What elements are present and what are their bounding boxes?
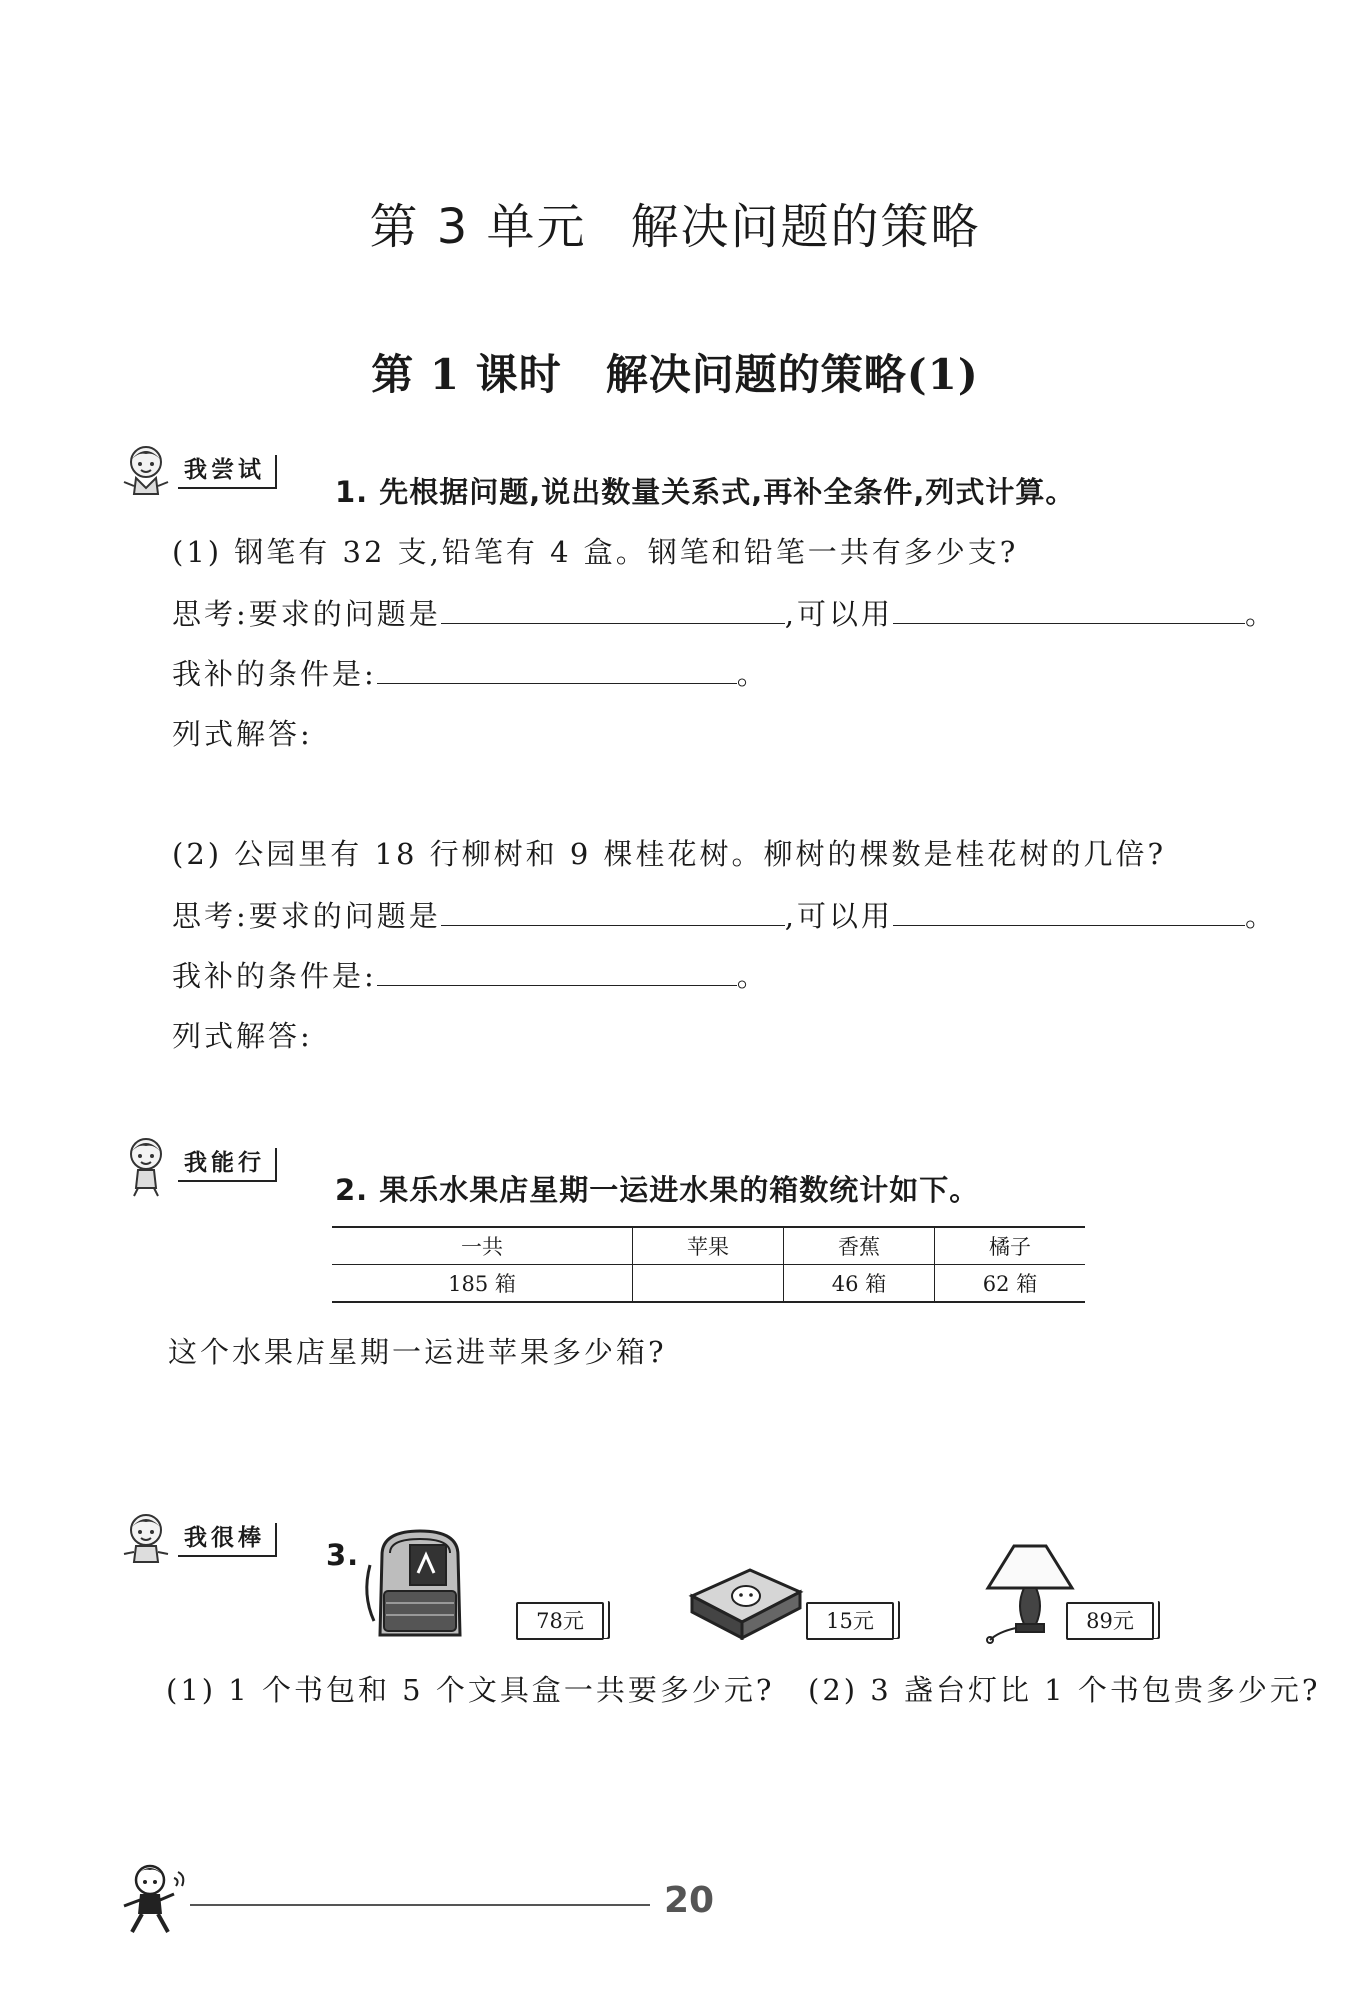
- pencil-case-price-tag: 15元: [806, 1602, 894, 1640]
- table-cell-blank[interactable]: [633, 1265, 784, 1303]
- question-1-1-answer-label: 列式解答:: [172, 717, 313, 751]
- think-prefix: 思考:要求的问题是: [172, 597, 441, 631]
- question-1-1-think: [172, 592, 1277, 633]
- question-1-2-blank-problem[interactable]: [441, 901, 785, 926]
- footer-rule: [190, 1904, 650, 1906]
- period: 。: [736, 657, 769, 691]
- cartoon-girl-icon: [118, 1510, 174, 1570]
- table-cell: 62 箱: [935, 1265, 1086, 1303]
- table-header-row: [332, 1227, 1085, 1265]
- unit-name: 解决问题的策略: [630, 199, 981, 255]
- unit-title: [0, 188, 1350, 257]
- desk-lamp-icon: [980, 1540, 1080, 1646]
- think-mid: ,可以用: [784, 899, 893, 933]
- question-1-1-blank-problem[interactable]: [441, 599, 785, 624]
- cartoon-girl-icon: [118, 442, 174, 502]
- badge-can-do-label: 我能行: [178, 1148, 277, 1182]
- period: 。: [1245, 899, 1278, 933]
- question-1-2-text: (2) 公园里有 18 行柳树和 9 棵桂花树。柳树的棵数是桂花树的几倍?: [172, 837, 1167, 871]
- question-1-1-supplement: [172, 652, 769, 693]
- table-header-cell: 一共: [332, 1227, 633, 1265]
- question-1-2-answer-label: 列式解答:: [172, 1019, 313, 1053]
- question-3-number: 3.: [326, 1538, 360, 1572]
- table-row: [332, 1265, 1085, 1303]
- backpack-price-tag: 78元: [516, 1602, 604, 1640]
- supplement-label: 我补的条件是:: [172, 657, 377, 691]
- question-1-2-supplement: [172, 954, 769, 995]
- period: 。: [1245, 597, 1278, 631]
- question-1-2-think: [172, 894, 1277, 935]
- unit-number: 第 3 单元: [369, 199, 587, 255]
- badge-try-label: 我尝试: [178, 455, 277, 489]
- think-prefix: 思考:要求的问题是: [172, 899, 441, 933]
- lamp-price-tag: 89元: [1066, 1602, 1154, 1640]
- question-1-2-blank-relation[interactable]: [893, 901, 1245, 926]
- question-1-1-blank-relation[interactable]: [893, 599, 1245, 624]
- table-header-cell: 橘子: [935, 1227, 1086, 1265]
- running-boy-icon: [116, 1860, 196, 1940]
- badge-great-label: 我很棒: [178, 1523, 277, 1557]
- question-3-2-text: (2) 3 盏台灯比 1 个书包贵多少元?: [808, 1673, 1321, 1707]
- table-cell: 46 箱: [784, 1265, 935, 1303]
- question-1-heading: 1. 先根据问题,说出数量关系式,再补全条件,列式计算。: [335, 475, 1076, 509]
- question-3-1-text: (1) 1 个书包和 5 个文具盒一共要多少元?: [166, 1673, 775, 1707]
- page-number: 20: [664, 1880, 715, 1921]
- backpack-icon: [360, 1525, 480, 1645]
- fruit-stats-table: [332, 1226, 1085, 1303]
- question-1-2-blank-condition[interactable]: [377, 961, 737, 986]
- question-1-1-blank-condition[interactable]: [377, 659, 737, 684]
- badge-great: [118, 1510, 277, 1570]
- lesson-name: 解决问题的策略(1): [605, 350, 979, 399]
- cartoon-girl-icon: [118, 1132, 174, 1198]
- question-2-text: 这个水果店星期一运进苹果多少箱?: [168, 1335, 667, 1369]
- period: 。: [736, 959, 769, 993]
- lesson-title: [0, 342, 1350, 402]
- table-header-cell: 苹果: [633, 1227, 784, 1265]
- lesson-number: 第 1 课时: [371, 350, 562, 399]
- badge-can-do: [118, 1132, 277, 1198]
- question-2-heading: 2. 果乐水果店星期一运进水果的箱数统计如下。: [335, 1173, 980, 1207]
- supplement-label: 我补的条件是:: [172, 959, 377, 993]
- pencil-case-icon: [686, 1560, 806, 1640]
- question-1-1-text: (1) 钢笔有 32 支,铅笔有 4 盒。钢笔和铅笔一共有多少支?: [172, 535, 1019, 569]
- badge-try: [118, 442, 277, 502]
- think-mid: ,可以用: [784, 597, 893, 631]
- table-cell: 185 箱: [332, 1265, 633, 1303]
- table-header-cell: 香蕉: [784, 1227, 935, 1265]
